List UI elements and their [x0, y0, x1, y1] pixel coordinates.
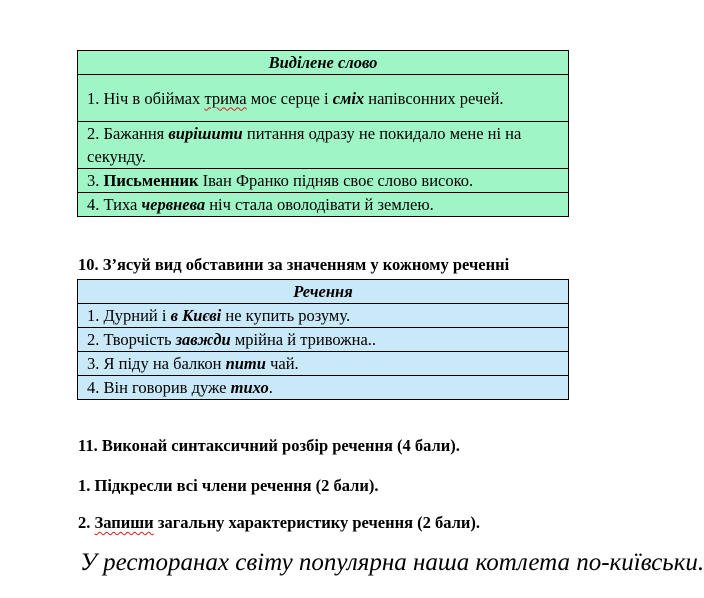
row-text: 2. Бажання [87, 124, 169, 143]
row-text: 4. Тиха [87, 195, 142, 214]
table-row [78, 376, 569, 400]
row-text: чай. [265, 354, 299, 373]
row-text: напівсонних речей. [364, 88, 504, 108]
row-text: 3. Я піду на балкон [87, 354, 226, 373]
task-10-heading: 10. З’ясуй вид обставини за значенням у кожному реченні [78, 255, 510, 274]
highlighted-word: пити [225, 354, 266, 373]
table-header: Речення [78, 280, 569, 304]
row-text: 1. Ніч в обіймах [87, 88, 205, 108]
spellcheck-word: трима [204, 88, 247, 108]
table-row [78, 193, 569, 217]
analysis-sentence: У ресторанах світу популярна наша котлета по-київськи. [80, 549, 704, 576]
table-row [78, 169, 569, 193]
subtask-2 [78, 513, 480, 533]
subtask-1: 1. Підкресли всі члени речення (2 бали). [78, 476, 379, 495]
row-text: 1. Дурний і [87, 306, 171, 325]
row-text: 2. Творчість [87, 330, 176, 349]
row-text: Іван Франко підняв своє слово високо. [198, 171, 474, 190]
row-text: мрійна й тривожна.. [230, 330, 377, 349]
subtask-2-squiggle-word: Запиши [94, 513, 154, 532]
row-text: 3. [87, 171, 104, 190]
highlighted-word-table [77, 50, 569, 217]
row-text: моє серце і [246, 88, 333, 108]
subtask-2-prefix: 2. [78, 513, 95, 532]
table-row [78, 352, 569, 376]
highlighted-word: сміх [332, 88, 365, 108]
row-text: . [268, 378, 273, 397]
highlighted-word: завжди [175, 330, 231, 349]
task-11-heading: 11. Виконай синтаксичний розбір речення (4 бали). [78, 436, 460, 455]
table-header: Виділене слово [78, 51, 569, 75]
highlighted-word: вирішити [168, 124, 243, 143]
table-row [78, 328, 569, 352]
highlighted-word: червнева [141, 195, 206, 214]
highlighted-word: в Києві [170, 306, 222, 325]
highlighted-word: тихо [230, 378, 269, 397]
table-row [78, 122, 569, 169]
subtask-2-rest: загальну характеристику речення (2 бали). [153, 513, 481, 532]
sentences-table [77, 279, 569, 400]
highlighted-word: Письменник [103, 171, 199, 190]
row-text: ніч стала оволодівати й землею. [205, 195, 434, 214]
row-text: не купить розуму. [221, 306, 351, 325]
row-text: питання одразу не покидало мене ні на секунду. [87, 124, 522, 166]
row-text: 4. Він говорив дуже [87, 378, 231, 397]
table-row [78, 304, 569, 328]
table-row [78, 75, 569, 122]
